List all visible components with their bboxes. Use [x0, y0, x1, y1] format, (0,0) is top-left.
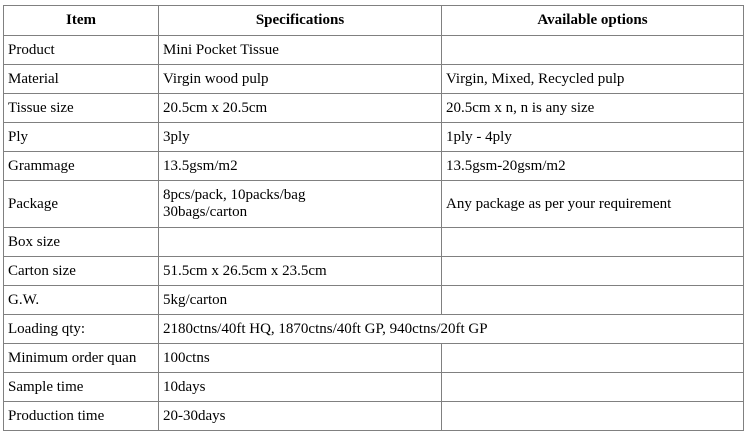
item-cell: Package — [4, 181, 159, 228]
options-cell — [442, 402, 744, 431]
table-row — [4, 181, 744, 228]
options-cell: 20.5cm x n, n is any size — [442, 94, 744, 123]
table-row — [4, 36, 744, 65]
options-cell: 13.5gsm-20gsm/m2 — [442, 152, 744, 181]
spec-cell: 10days — [159, 373, 442, 402]
table-row — [4, 228, 744, 257]
table-row — [4, 315, 744, 344]
spec-cell: 13.5gsm/m2 — [159, 152, 442, 181]
table-row — [4, 65, 744, 94]
item-cell: Tissue size — [4, 94, 159, 123]
spec-cell: 20.5cm x 20.5cm — [159, 94, 442, 123]
spec-cell: Mini Pocket Tissue — [159, 36, 442, 65]
header-specifications: Specifications — [159, 6, 442, 36]
spec-cell — [159, 228, 442, 257]
options-cell — [442, 257, 744, 286]
header-row — [4, 6, 744, 36]
specifications-table — [3, 5, 744, 431]
item-cell: Material — [4, 65, 159, 94]
spec-cell: 2180ctns/40ft HQ, 1870ctns/40ft GP, 940ctns/20ft GP — [159, 315, 744, 344]
table-row — [4, 257, 744, 286]
table-row — [4, 94, 744, 123]
options-cell — [442, 228, 744, 257]
table-row — [4, 373, 744, 402]
table-row — [4, 123, 744, 152]
spec-cell — [159, 181, 442, 228]
item-cell: Minimum order quan — [4, 344, 159, 373]
table-row — [4, 152, 744, 181]
spec-cell: 20-30days — [159, 402, 442, 431]
item-cell: Sample time — [4, 373, 159, 402]
spec-cell: Virgin wood pulp — [159, 65, 442, 94]
options-cell: Any package as per your requirement — [442, 181, 744, 228]
item-cell: Carton size — [4, 257, 159, 286]
spec-cell: 100ctns — [159, 344, 442, 373]
item-cell: Grammage — [4, 152, 159, 181]
item-cell: Box size — [4, 228, 159, 257]
spec-line: 8pcs/pack, 10packs/bag — [163, 187, 306, 203]
header-available-options: Available options — [442, 6, 744, 36]
item-cell: Loading qty: — [4, 315, 159, 344]
item-cell: Ply — [4, 123, 159, 152]
spec-line: 30bags/carton — [163, 204, 248, 220]
table-row — [4, 344, 744, 373]
spec-cell: 3ply — [159, 123, 442, 152]
spec-cell: 5kg/carton — [159, 286, 442, 315]
table-row — [4, 402, 744, 431]
item-cell: Production time — [4, 402, 159, 431]
options-cell: 1ply - 4ply — [442, 123, 744, 152]
options-cell — [442, 344, 744, 373]
spec-cell: 51.5cm x 26.5cm x 23.5cm — [159, 257, 442, 286]
item-cell: Product — [4, 36, 159, 65]
table-row — [4, 286, 744, 315]
options-cell: Virgin, Mixed, Recycled pulp — [442, 65, 744, 94]
options-cell — [442, 286, 744, 315]
header-item: Item — [4, 6, 159, 36]
item-cell: G.W. — [4, 286, 159, 315]
options-cell — [442, 373, 744, 402]
options-cell — [442, 36, 744, 65]
